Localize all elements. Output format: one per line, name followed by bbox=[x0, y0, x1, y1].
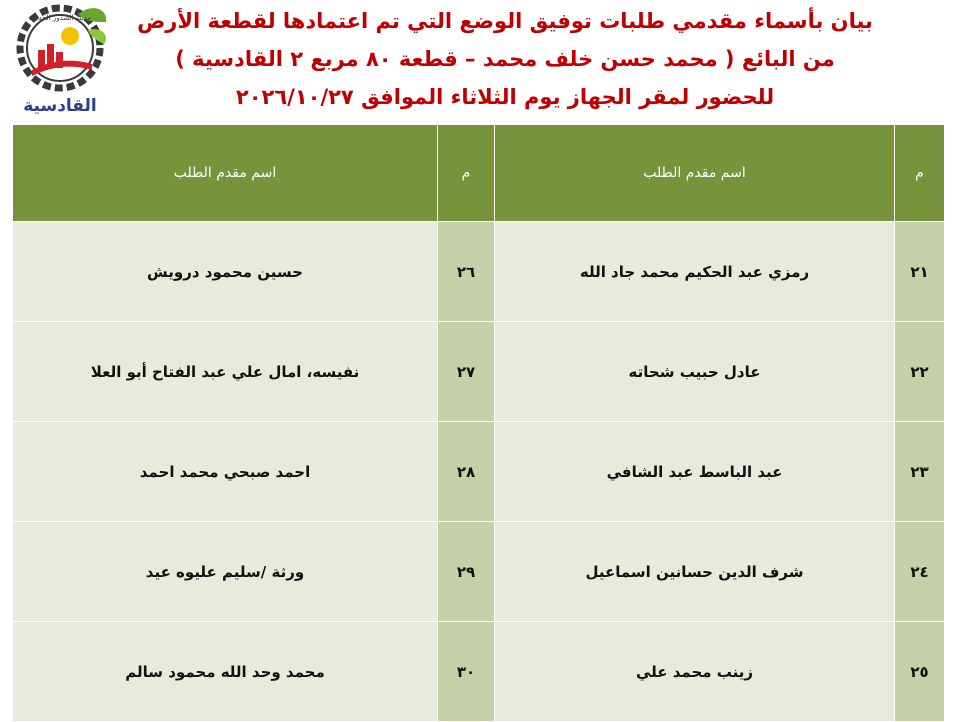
serial-cell: ٢١ bbox=[895, 222, 945, 322]
serial-cell: ٢٢ bbox=[895, 322, 945, 422]
applicant-name-cell: ورثة /سليم عليوه عيد bbox=[13, 522, 438, 622]
table-row bbox=[13, 422, 945, 522]
header-serial-2: م bbox=[438, 125, 495, 222]
applicant-name-cell: شرف الدين حسانين اسماعيل bbox=[495, 522, 895, 622]
table-row bbox=[13, 322, 945, 422]
applicants-table bbox=[12, 124, 945, 722]
applicant-name-cell: عادل حبيب شحاته bbox=[495, 322, 895, 422]
serial-cell: ٢٤ bbox=[895, 522, 945, 622]
serial-cell: ٢٨ bbox=[438, 422, 495, 522]
header-applicant-name-1: اسم مقدم الطلب bbox=[495, 125, 895, 222]
header-title bbox=[120, 2, 890, 116]
applicant-name-cell: رمزي عبد الحكيم محمد جاد الله bbox=[495, 222, 895, 322]
applicant-name-cell: حسين محمود درويش bbox=[13, 222, 438, 322]
header-line-1: بيان بأسماء مقدمي طلبات توفيق الوضع التي تم اعتمادها لقطعة الأرض bbox=[137, 9, 873, 33]
applicant-name-cell: عبد الباسط عبد الشافي bbox=[495, 422, 895, 522]
serial-cell: ٢٧ bbox=[438, 322, 495, 422]
document-header bbox=[0, 0, 960, 124]
city-logo-icon bbox=[8, 0, 112, 98]
applicant-name-cell: زينب محمد علي bbox=[495, 622, 895, 722]
table-header-row bbox=[13, 125, 945, 222]
serial-cell: ٢٩ bbox=[438, 522, 495, 622]
table-row bbox=[13, 622, 945, 722]
table-row bbox=[13, 222, 945, 322]
applicant-name-cell: محمد وحد الله محمود سالم bbox=[13, 622, 438, 722]
header-applicant-name-2: اسم مقدم الطلب bbox=[13, 125, 438, 222]
header-line-3: للحضور لمقر الجهاز يوم الثلاثاء الموافق ٢٠٢٦/١٠/٢٧ bbox=[235, 85, 775, 109]
serial-cell: ٣٠ bbox=[438, 622, 495, 722]
logo-top-text: مدينة الصدور الجديدة bbox=[29, 14, 91, 22]
logo-caption: القادسية bbox=[23, 96, 97, 116]
serial-cell: ٢٣ bbox=[895, 422, 945, 522]
serial-cell: ٢٦ bbox=[438, 222, 495, 322]
city-logo bbox=[8, 0, 112, 122]
header-serial-1: م bbox=[895, 125, 945, 222]
header-line-2: من البائع ( محمد حسن خلف محمد – قطعة ٨٠ مربع ٢ القادسية ) bbox=[175, 47, 835, 71]
applicant-name-cell: نفيسه، امال علي عبد الفتاح أبو العلا bbox=[13, 322, 438, 422]
table-row bbox=[13, 522, 945, 622]
applicant-name-cell: احمد صبحي محمد احمد bbox=[13, 422, 438, 522]
serial-cell: ٢٥ bbox=[895, 622, 945, 722]
